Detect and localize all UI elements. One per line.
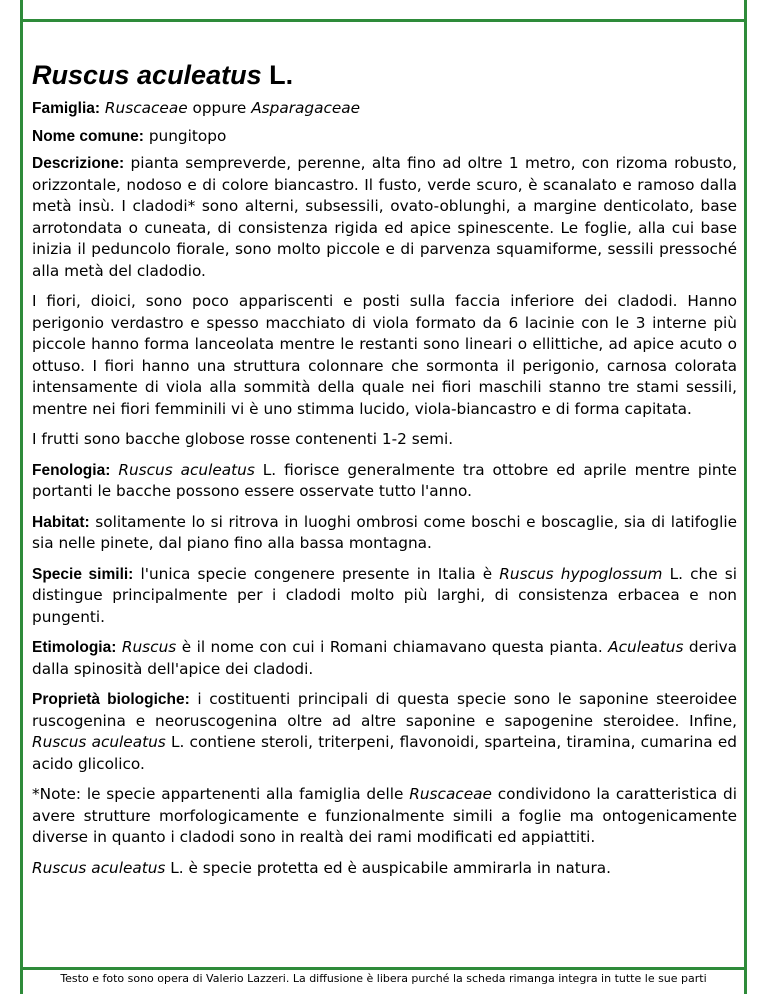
descrizione-label: Descrizione: [32,155,125,172]
proprieta-label: Proprietà biologiche: [32,691,190,708]
specie-simili-text-1: l'unica specie congenere presente in Italia è [133,564,500,583]
nome-comune-label: Nome comune: [32,127,144,145]
proprieta-species: Ruscus aculeatus [32,733,166,751]
etimologia-paragraph [32,637,737,680]
famiglia-or: oppure [187,99,252,117]
specie-simili-paragraph [32,564,737,629]
frutti-paragraph: I frutti sono bacche globose rosse contenenti 1-2 semi. [32,430,454,448]
protezione-text: L. è specie protetta ed è auspicabile ammirarla in natura. [165,858,611,877]
specie-simili-species: Ruscus hypoglossum [499,564,663,583]
frame-top-border [20,19,747,22]
nome-comune-line [32,126,737,148]
etimologia-epithet: Aculeatus [608,638,684,656]
specie-simili-text-2: L. che si distingue principalmente per i cladodi molto più larghi, di consistenza erbacea e non pungenti. [32,564,737,626]
note-family: Ruscaceae [409,785,492,803]
nome-comune-value: pungitopo [143,126,227,145]
title-author: L. [261,60,294,90]
note-text-1: *Note: le specie appartenenti alla famiglia delle [32,785,410,803]
famiglia-line [32,98,737,120]
fiori-paragraph: I fiori, dioici, sono poco appariscenti e posti sulla faccia inferiore dei cladodi. Hanno perigonio verdastro e spesso macchiato di viola formato da 6 lacinie con le 3 interne più piccole hanno forma lanceolata mentre le restanti sono lineari o ellittiche, ad apice acuto o ottuso. I fiori hanno una struttura colonnare che sormonta il perigonio, carnosa colorata intensamente di viola alla sommità della quale nei fiori maschili stanno tre stami sessili, mentre nei fiori femminili vi è uno stimma lucido, viola-biancastro e di forma capitata. [32,292,737,418]
frame-left-border [20,0,23,994]
proprieta-text-1: i costituenti principali di questa specie sono le saponine steeroidee ruscogenina e neoruscogenina oltre ad altre saponine e sapogenine steroidee. Infine, [32,690,738,730]
title-species: Ruscus aculeatus [32,60,262,90]
proprieta-text-2: L. contiene steroli, triterpeni, flavonoidi, sparteina, tiramina, cumarina ed acido glicolico. [32,733,737,773]
note-text-2: condividono la caratteristica di avere strutture morfologicamente e funzionalmente simili a foglie ma ontogenicamente diverse in quanto i cladodi sono in realtà dei rami modificati ed appiattiti. [32,785,738,846]
famiglia-value-1: Ruscaceae [104,99,188,117]
etimologia-genus: Ruscus [121,638,177,656]
habitat-paragraph [32,512,737,555]
descrizione-paragraph [32,153,737,282]
descrizione-text: pianta sempreverde, perenne, alta fino ad oltre 1 metro, con rizoma robusto, orizzontale, nodoso e di colore biancastro. Il fusto, verde scuro, è scanalato e ramoso dalla metà insù. I cladodi* sono alterni, subsessili, ovato-oblunghi, a margine denticolato, base arrotondata o cuneata, di consistenza rigida ed apice spinescente. Le foglie, alla cui base inizia il peduncolo fiorale, sono molto piccole e di parvenza squamiforme, sessili pressoché alla metà del cladodio. [32,154,737,280]
frame-bottom-border [20,967,747,970]
footer-credit: Testo e foto sono opera di Valerio Lazzeri. La diffusione è libera purché la scheda rimanga integra in tutte le sue parti [60,972,707,985]
fenologia-paragraph [32,460,737,503]
famiglia-value-2: Asparagaceae [251,99,361,117]
fenologia-species: Ruscus aculeatus [118,460,255,479]
protezione-paragraph [32,858,737,880]
frame-right-border [744,0,747,994]
fenologia-label: Fenologia: [32,461,111,479]
proprieta-paragraph [32,689,737,775]
etimologia-text-1: è il nome con cui i Romani chiamavano questa pianta. [176,638,609,656]
famiglia-label: Famiglia: [32,100,101,117]
note-paragraph [32,784,737,849]
etimologia-text-2: deriva dalla spinosità dell'apice dei cladodi. [32,638,737,678]
habitat-text: solitamente lo si ritrova in luoghi ombrosi come boschi e boscaglie, sia di latifoglie sia nelle pinete, dal piano fino alla bassa montagna. [32,512,737,552]
protezione-species: Ruscus aculeatus [32,858,166,877]
etimologia-label: Etimologia: [32,639,117,656]
habitat-label: Habitat: [32,513,90,531]
page-title [32,56,737,94]
fenologia-text: L. fiorisce generalmente tra ottobre ed aprile mentre pinte portanti le bacche possono essere osservate tutto l'anno. [32,460,737,500]
species-sheet [32,56,737,888]
specie-simili-label: Specie simili: [32,565,134,583]
